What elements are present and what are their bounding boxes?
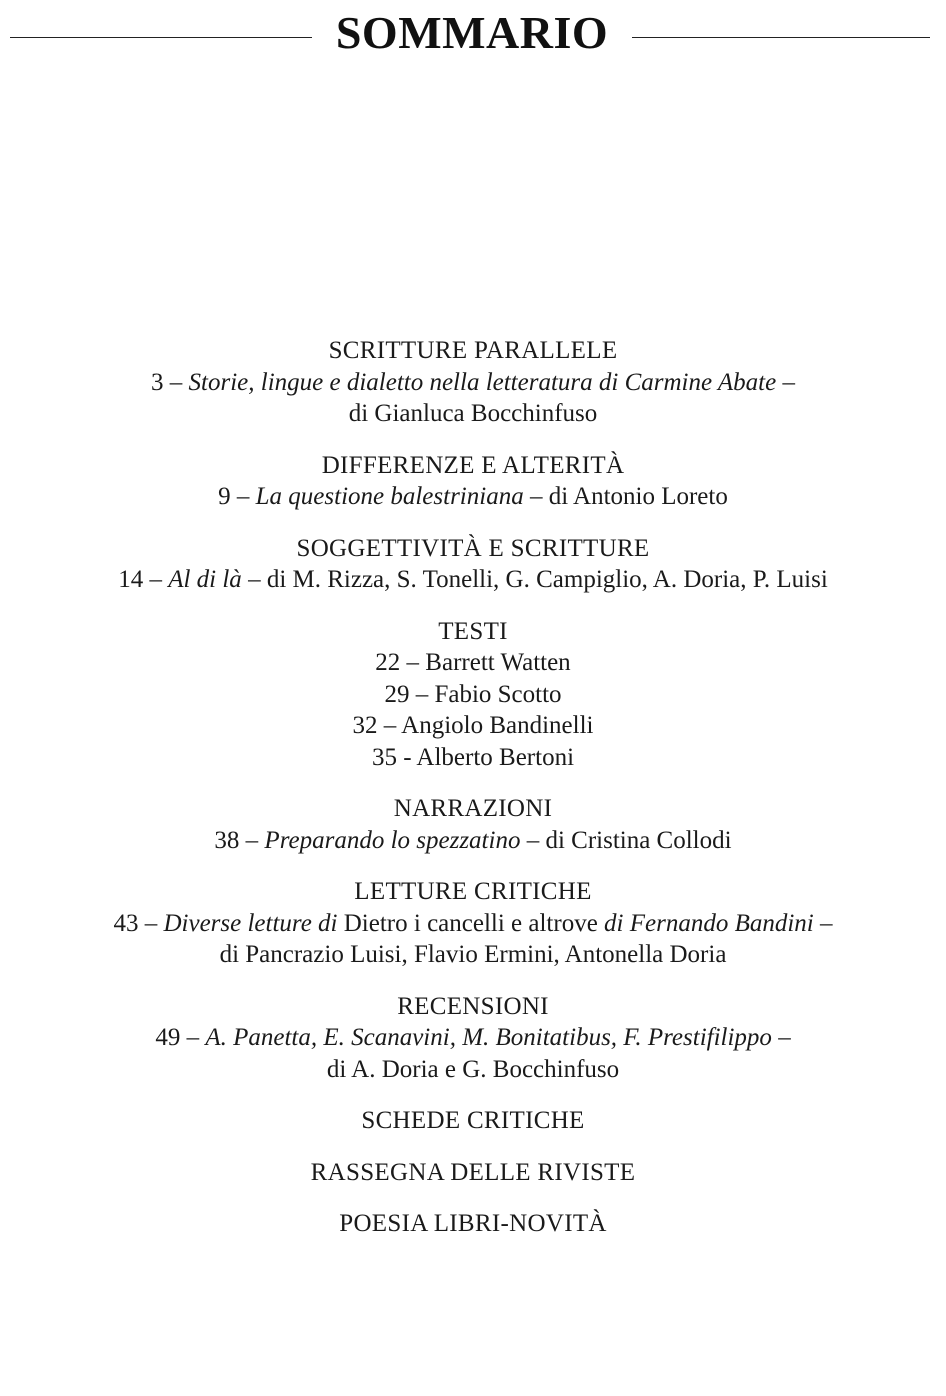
entry-title: Preparando lo spezzatino (264, 826, 521, 854)
entry-work-title: Dietro i cancelli e altrove (337, 909, 605, 937)
toc-entry-author: di Pancrazio Luisi, Flavio Ermini, Antonella Doria (219, 941, 727, 968)
toc-entry-author: di Gianluca Bocchinfuso (348, 400, 598, 427)
toc-entry: 35 - Alberto Bertoni (371, 743, 575, 771)
toc-section-recensioni (0, 991, 946, 1086)
toc-entry (0, 908, 946, 940)
section-heading: LETTURE CRITICHE (354, 878, 592, 905)
section-heading: DIFFERENZE E ALTERITÀ (321, 451, 625, 479)
section-heading: POESIA LIBRI-NOVITÀ (339, 1210, 607, 1237)
section-heading: SOGGETTIVITÀ E SCRITTURE (296, 534, 650, 562)
toc-section-schede-critiche (0, 1105, 946, 1137)
section-heading: SCRITTURE PARALLELE (328, 337, 618, 364)
entry-tail: – di M. Rizza, S. Tonelli, G. Campiglio, A. Doria, P. Luisi (241, 566, 828, 593)
toc-entry (0, 367, 946, 399)
page-title: SOMMARIO (335, 7, 609, 58)
entry-title: Storie, lingue e dialetto nella letteratura di Carmine Abate (188, 368, 777, 396)
section-heading: RECENSIONI (397, 992, 549, 1020)
entry-title: Al di là (168, 566, 242, 593)
page-number: 3 – (151, 368, 189, 396)
entry-title: A. Panetta, E. Scanavini, M. Bonitatibus, F. Prestifilippo (205, 1024, 772, 1051)
entry-tail: – (771, 1024, 791, 1051)
toc-section-scritture-parallele (0, 335, 946, 430)
entry-tail: – (776, 368, 795, 396)
page-number: 9 – (218, 483, 256, 510)
toc-section-testi (0, 616, 946, 774)
section-heading: NARRAZIONI (393, 795, 553, 822)
page-number: 14 – (118, 566, 169, 593)
section-heading: SCHEDE CRITICHE (361, 1107, 585, 1134)
page-number: 43 – (113, 909, 164, 937)
toc-section-differenze-e-alterita (0, 450, 946, 513)
section-heading: RASSEGNA DELLE RIVISTE (310, 1158, 636, 1186)
toc-entry: 22 – Barrett Watten (375, 649, 571, 676)
toc-section-letture-critiche (0, 876, 946, 971)
section-heading: TESTI (438, 617, 508, 645)
toc-section-soggettivita-e-scritture (0, 533, 946, 596)
entry-tail: – (813, 909, 833, 937)
toc-entry (0, 1022, 946, 1054)
entry-tail: – di Cristina Collodi (520, 826, 732, 854)
entry-title-cont: di Fernando Bandini (604, 909, 814, 937)
toc-entry-author: di A. Doria e G. Bocchinfuso (326, 1055, 620, 1083)
toc-section-rassegna-delle-riviste (0, 1157, 946, 1189)
title-rule-right (632, 37, 930, 38)
title-rule-left (10, 37, 312, 38)
toc-section-poesia-libri-novita (0, 1208, 946, 1240)
toc-entry: 29 – Fabio Scotto (384, 680, 562, 708)
toc-entry (0, 564, 946, 596)
table-of-contents (0, 335, 946, 1240)
title-row (0, 6, 946, 60)
entry-tail: – di Antonio Loreto (523, 483, 728, 510)
toc-entry: 32 – Angiolo Bandinelli (352, 712, 594, 739)
toc-section-narrazioni (0, 793, 946, 856)
entry-title: Diverse letture di (163, 909, 338, 937)
page-number: 38 – (214, 826, 265, 854)
toc-entry (0, 481, 946, 513)
entry-title: La questione balestriniana (255, 483, 524, 510)
toc-entry (0, 825, 946, 857)
page-number: 49 – (155, 1024, 206, 1051)
